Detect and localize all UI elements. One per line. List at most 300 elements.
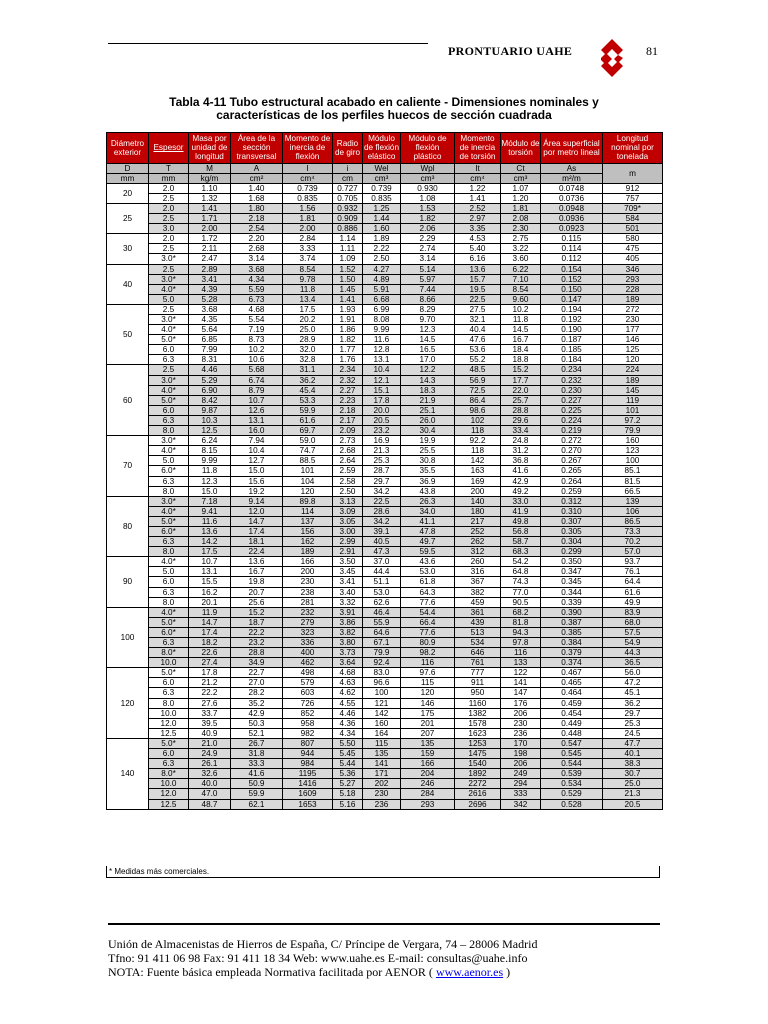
table-cell: 6.22 [501,264,541,274]
table-cell: 141 [363,759,401,769]
table-cell: 47.7 [603,738,663,748]
table-cell: 0.305 [541,526,603,536]
table-cell: 0.835 [363,193,401,203]
table-cell: 47.2 [603,678,663,688]
table-cell: 85.1 [603,466,663,476]
table-cell: 81.8 [501,617,541,627]
table-cell: 31.1 [283,365,333,375]
table-cell: 3.0* [149,496,189,506]
diameter-cell: 140 [107,738,149,809]
table-cell: 6.99 [363,304,401,314]
table-cell: 175 [401,708,455,718]
footer-note [108,965,537,979]
table-cell: 6.73 [231,294,283,304]
table-row [107,193,663,203]
table-cell: 27.4 [189,658,231,668]
table-cell: 3.05 [333,516,363,526]
table-cell: 1.09 [333,254,363,264]
diameter-cell: 50 [107,304,149,365]
footer-note-end: ) [503,965,511,979]
table-cell: 14.5 [401,335,455,345]
table-cell: 3.40 [333,587,363,597]
table-cell: 6.0* [149,526,189,536]
table-cell: 204 [401,769,455,779]
table-cell: 83.9 [603,607,663,617]
table-cell: 22.6 [189,648,231,658]
column-unit: cm² [231,173,283,183]
table-cell: 77.6 [401,627,455,637]
table-cell: 20.5 [363,415,401,425]
table-cell: 2.18 [231,214,283,224]
table-cell: 74.7 [283,446,333,456]
table-cell: 15.0 [231,466,283,476]
table-cell: 0.224 [541,415,603,425]
table-row [107,395,663,405]
table-cell: 1.11 [333,244,363,254]
table-cell: 6.0 [149,405,189,415]
table-cell: 0.259 [541,486,603,496]
column-header: Diámetro exterior [107,133,149,164]
table-cell: 50.3 [231,718,283,728]
table-cell: 59.9 [283,405,333,415]
table-cell: 405 [603,254,663,264]
table-cell: 3.35 [455,224,501,234]
table-cell: 61.6 [283,415,333,425]
table-cell: 0.310 [541,506,603,516]
table-cell: 15.1 [363,385,401,395]
column-symbol: It [455,163,501,173]
table-cell: 11.8 [501,315,541,325]
table-cell: 6.0 [149,678,189,688]
table-title-line1: Tabla 4-11 Tubo estructural acabado en caliente - Dimensiones nominales y [169,95,599,109]
table-cell: 2.06 [401,224,455,234]
table-cell: 0.547 [541,738,603,748]
table-cell: 56.9 [455,375,501,385]
table-cell: 24.8 [501,436,541,446]
bottom-rule [108,923,660,925]
table-cell: 35.2 [231,698,283,708]
table-cell: 118 [455,426,501,436]
table-cell: 22.2 [189,688,231,698]
table-cell: 2.97 [455,214,501,224]
column-symbol: I [283,163,333,173]
table-row [107,597,663,607]
table-cell: 62.1 [231,799,283,809]
column-symbol: T [149,163,189,173]
diameter-cell: 70 [107,436,149,497]
table-cell: 230 [603,315,663,325]
table-cell: 19.5 [455,284,501,294]
column-unit: mm [149,173,189,183]
table-cell: 0.304 [541,537,603,547]
table-row [107,304,663,314]
table-cell: 74.3 [501,577,541,587]
table-cell: 2.29 [401,234,455,244]
table-cell: 0.467 [541,668,603,678]
table-cell: 8.0 [149,486,189,496]
table-cell: 3.0* [149,375,189,385]
column-header: Momento de inercia de flexión [283,133,333,164]
table-row [107,718,663,728]
table-cell: 0.544 [541,759,603,769]
table-cell: 19.2 [231,486,283,496]
table-cell: 0.350 [541,557,603,567]
table-cell: 41.9 [501,506,541,516]
table-cell: 32.1 [455,315,501,325]
table-cell: 0.454 [541,708,603,718]
table-cell: 0.390 [541,607,603,617]
table-cell: 8.15 [189,446,231,456]
table-cell: 294 [501,779,541,789]
table-cell: 5.0* [149,335,189,345]
table-cell: 10.7 [189,557,231,567]
table-cell: 580 [603,234,663,244]
table-cell: 1.86 [333,325,363,335]
table-cell: 13.1 [189,567,231,577]
table-cell: 8.0 [149,547,189,557]
table-cell: 1.60 [363,224,401,234]
table-cell: 17.8 [363,395,401,405]
table-cell: 139 [603,496,663,506]
table-cell: 30.4 [401,426,455,436]
table-cell: 501 [603,224,663,234]
table-cell: 0.150 [541,284,603,294]
table-cell: 284 [401,789,455,799]
table-cell: 156 [283,526,333,536]
table-cell: 59.0 [283,436,333,446]
table-cell: 16.5 [401,345,455,355]
table-cell: 24.5 [603,728,663,738]
table-cell: 1.20 [501,193,541,203]
table-cell: 83.0 [363,668,401,678]
table-cell: 40.0 [189,779,231,789]
diameter-cell: 25 [107,203,149,233]
column-header: Espesor [149,133,189,164]
table-cell: 3.13 [333,496,363,506]
table-cell: 10.7 [231,395,283,405]
table-cell: 1609 [283,789,333,799]
table-row [107,648,663,658]
table-cell: 69.7 [283,426,333,436]
table-cell: 316 [455,567,501,577]
table-row [107,446,663,456]
table-cell: 0.835 [283,193,333,203]
table-cell: 28.8 [231,648,283,658]
table-cell: 0.347 [541,567,603,577]
table-cell: 2272 [455,779,501,789]
diameter-cell: 60 [107,365,149,436]
table-row [107,557,663,567]
table-cell: 534 [455,638,501,648]
table-cell: 0.886 [333,224,363,234]
table-cell: 42.9 [501,476,541,486]
table-cell: 10.6 [231,355,283,365]
table-cell: 13.4 [283,294,333,304]
table-row [107,728,663,738]
table-cell: 1.44 [363,214,401,224]
table-cell: 36.8 [501,456,541,466]
table-cell: 2.00 [189,224,231,234]
table-cell: 36.9 [401,476,455,486]
table-cell: 323 [283,627,333,637]
table-cell: 66.5 [603,486,663,496]
table-cell: 8.0* [149,769,189,779]
table-row [107,799,663,809]
table-row [107,365,663,375]
table-cell: 0.312 [541,496,603,506]
diameter-cell: 30 [107,234,149,264]
table-cell: 20.1 [189,597,231,607]
table-cell: 25.7 [501,395,541,405]
table-cell: 0.299 [541,547,603,557]
table-cell: 40.1 [603,749,663,759]
table-cell: 169 [455,476,501,486]
table-cell: 2.64 [333,456,363,466]
table-cell: 1.82 [333,335,363,345]
table-cell: 0.267 [541,456,603,466]
table-cell: 1.40 [231,183,283,193]
table-cell: 4.62 [333,688,363,698]
table-cell: 6.3 [149,688,189,698]
table-cell: 37.0 [363,557,401,567]
table-cell: 30.7 [603,769,663,779]
table-cell: 207 [401,728,455,738]
table-cell: 0.0936 [541,214,603,224]
table-row [107,224,663,234]
table-cell: 1623 [455,728,501,738]
table-cell: 17.7 [501,375,541,385]
table-cell: 0.272 [541,436,603,446]
table-cell: 1.68 [231,193,283,203]
table-cell: 26.1 [189,759,231,769]
table-cell: 70.2 [603,537,663,547]
table-cell: 4.0* [149,385,189,395]
table-cell: 97.2 [603,415,663,425]
table-cell: 115 [363,738,401,748]
table-cell: 0.932 [333,203,363,213]
table-row [107,244,663,254]
table-cell: 16.2 [189,587,231,597]
table-cell: 3.0* [149,436,189,446]
table-cell: 16.7 [231,567,283,577]
table-cell: 166 [283,557,333,567]
table-cell: 236 [501,728,541,738]
table-row [107,708,663,718]
table-cell: 5.0* [149,617,189,627]
table-cell: 20.5 [603,799,663,809]
table-cell: 0.930 [401,183,455,193]
table-cell: 29.6 [501,415,541,425]
table-cell: 17.8 [189,668,231,678]
table-cell: 3.14 [401,254,455,264]
table-row [107,759,663,769]
table-cell: 8.31 [189,355,231,365]
table-cell: 66.4 [401,617,455,627]
table-cell: 1.10 [189,183,231,193]
table-cell: 5.28 [189,294,231,304]
table-cell: 21.3 [363,446,401,456]
table-cell: 146 [401,698,455,708]
table-cell: 94.3 [501,627,541,637]
table-cell: 2.59 [333,466,363,476]
table-cell: 336 [283,638,333,648]
table-row [107,587,663,597]
table-cell: 1.89 [363,234,401,244]
column-symbol: m [603,163,663,183]
table-cell: 53.6 [455,345,501,355]
table-cell: 72.5 [455,385,501,395]
table-cell: 232 [283,607,333,617]
table-cell: 0.379 [541,648,603,658]
table-cell: 4.0* [149,446,189,456]
table-cell: 171 [363,769,401,779]
table-cell: 53.0 [401,567,455,577]
table-cell: 47.3 [363,547,401,557]
table-row [107,264,663,274]
table-cell: 0.387 [541,617,603,627]
table-cell: 13.1 [231,415,283,425]
table-cell: 61.8 [401,577,455,587]
table-cell: 47.8 [401,526,455,536]
table-cell: 29.7 [363,476,401,486]
table-cell: 3.64 [333,658,363,668]
table-cell: 51.1 [363,577,401,587]
table-cell: 342 [501,799,541,809]
table-cell: 6.3 [149,759,189,769]
table-cell: 163 [455,466,501,476]
table-cell: 119 [603,395,663,405]
table-cell: 5.54 [231,315,283,325]
table-cell: 3.14 [231,254,283,264]
table-cell: 10.4 [363,365,401,375]
table-cell: 26.7 [231,738,283,748]
table-cell: 68.3 [501,547,541,557]
table-cell: 12.2 [401,365,455,375]
table-cell: 0.539 [541,769,603,779]
table-row [107,537,663,547]
units-row [107,173,663,183]
table-row [107,405,663,415]
table-cell: 121 [363,698,401,708]
table-cell: 1.71 [189,214,231,224]
table-row [107,294,663,304]
table-cell: 2.18 [333,405,363,415]
table-cell: 1.41 [189,203,231,213]
table-cell: 135 [401,738,455,748]
table-cell: 13.1 [363,355,401,365]
table-cell: 206 [501,708,541,718]
table-cell: 807 [283,738,333,748]
table-cell: 12.3 [401,325,455,335]
table-cell: 5.68 [231,365,283,375]
table-cell: 202 [363,779,401,789]
table-cell: 12.6 [231,405,283,415]
table-cell: 18.4 [501,345,541,355]
table-cell: 2.50 [333,486,363,496]
table-cell: 40.5 [363,537,401,547]
table-row [107,688,663,698]
table-cell: 6.3 [149,537,189,547]
table-cell: 1.41 [455,193,501,203]
table-cell: 33.7 [189,708,231,718]
table-cell: 166 [401,759,455,769]
table-cell: 3.68 [189,304,231,314]
table-cell: 3.80 [333,638,363,648]
table-cell: 0.385 [541,627,603,637]
table-cell: 1.22 [455,183,501,193]
table-cell: 0.187 [541,335,603,345]
table-cell: 333 [501,789,541,799]
table-cell: 10.3 [189,415,231,425]
table-cell: 34.2 [363,516,401,526]
table-cell: 36.2 [603,698,663,708]
table-cell: 2.5 [149,304,189,314]
table-cell: 726 [283,698,333,708]
table-cell: 125 [603,345,663,355]
column-unit: cm³ [363,173,401,183]
table-cell: 852 [283,708,333,718]
table-cell: 252 [455,526,501,536]
table-cell: 260 [455,557,501,567]
table-cell: 118 [455,446,501,456]
table-cell: 17.5 [283,304,333,314]
table-cell: 162 [283,537,333,547]
column-unit: cm³ [501,173,541,183]
table-cell: 1.81 [501,203,541,213]
table-cell: 4.0* [149,506,189,516]
table-cell: 189 [283,547,333,557]
table-cell: 912 [603,183,663,193]
table-cell: 0.147 [541,294,603,304]
table-cell: 2616 [455,789,501,799]
table-cell: 33.3 [231,759,283,769]
table-cell: 4.53 [455,234,501,244]
table-cell: 0.545 [541,749,603,759]
column-header: Área de la sección transversal [231,133,283,164]
table-cell: 120 [401,688,455,698]
table-cell: 25.3 [363,456,401,466]
table-cell: 462 [283,658,333,668]
table-cell: 911 [455,678,501,688]
table-cell: 1382 [455,708,501,718]
table-cell: 123 [603,446,663,456]
table-cell: 1253 [455,738,501,748]
table-cell: 12.3 [189,476,231,486]
table-cell: 54.9 [603,638,663,648]
table-cell: 6.0* [149,627,189,637]
table-cell: 8.29 [401,304,455,314]
column-symbol: A [231,163,283,173]
table-cell: 49.9 [603,597,663,607]
table-row [107,779,663,789]
table-cell: 10.0 [149,779,189,789]
table-cell: 17.5 [189,547,231,557]
aenor-link[interactable]: www.aenor.es [435,965,504,979]
table-cell: 2.32 [333,375,363,385]
table-cell: 61.6 [603,587,663,597]
table-cell: 0.264 [541,476,603,486]
table-cell: 28.2 [231,688,283,698]
table-cell: 0.115 [541,234,603,244]
table-cell: 159 [401,749,455,759]
table-cell: 1160 [455,698,501,708]
table-cell: 777 [455,668,501,678]
table-cell: 3.00 [333,526,363,536]
table-row [107,355,663,365]
table-cell: 0.339 [541,597,603,607]
table-cell: 80.9 [401,638,455,648]
table-cell: 36.2 [283,375,333,385]
